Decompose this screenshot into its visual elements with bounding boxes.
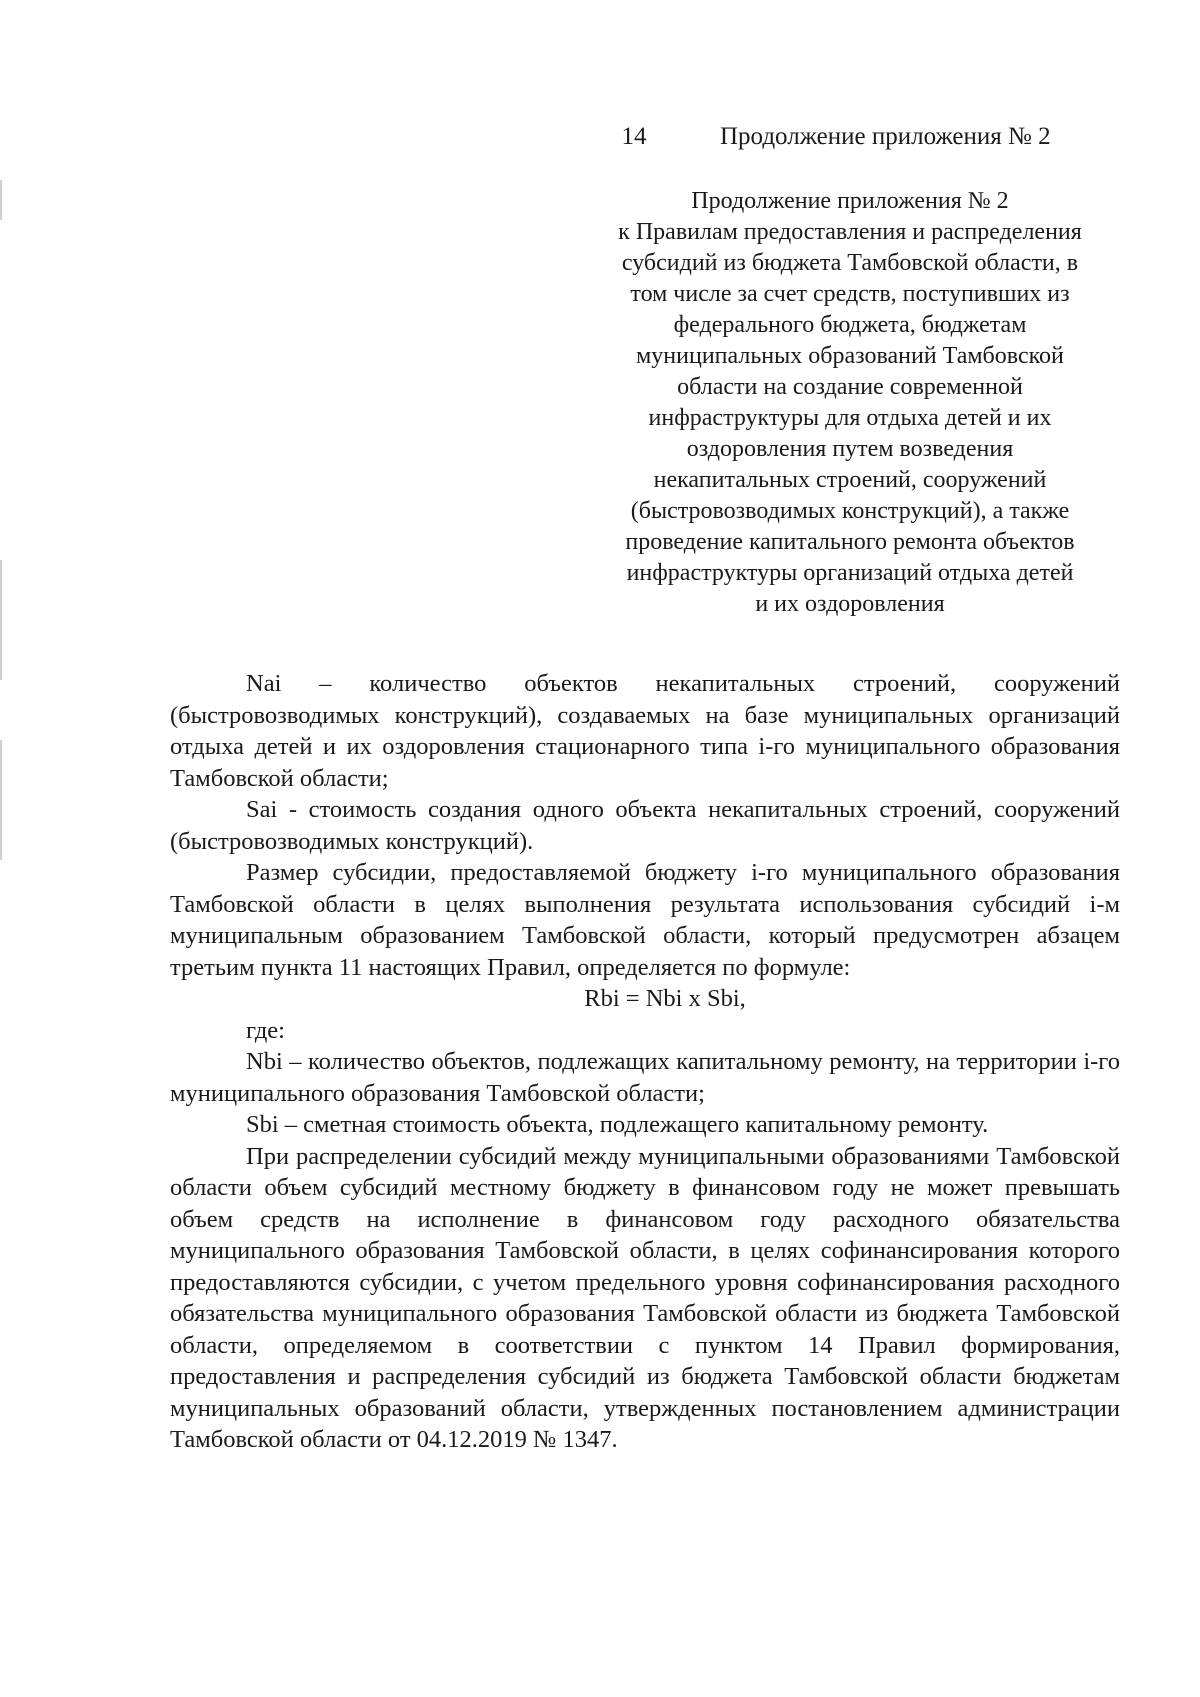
- appendix-heading-line: и их оздоровления: [755, 591, 945, 617]
- scan-margin-mark: [0, 560, 2, 680]
- paragraph-sbi-definition: Sbi – сметная стоимость объекта, подлежащего капитальному ремонту.: [246, 1111, 989, 1138]
- appendix-heading: [570, 186, 1130, 620]
- appendix-heading-line: Продолжение приложения № 2: [691, 188, 1009, 214]
- scan-margin-mark: [0, 740, 2, 860]
- appendix-heading-line: (быстровозводимых конструкций), а также: [630, 498, 1070, 524]
- paragraph-distribution: При распределении субсидий между муниципальными образованиями Тамбовской области объем субсидий местному бюджету в финансовом году не может превышать объем средств на исполнение в финансовом году расходного обязательства муниципального образования Тамбовской области, в целях софинансирования которого предоставляются субсидии, с учетом предельного уровня софинансирования расходного обязательства муниципального образования Тамбовской области из бюджета Тамбовской области, определяемом в соответствии с пунктом 14 Правил формирования, предоставления и распределения субсидий из бюджета Тамбовской области бюджетам муниципальных образований области, утвержденных постановлением администрации Тамбовской области от 04.12.2019 № 1347.: [170, 1142, 1120, 1453]
- appendix-heading-line: федерального бюджета, бюджетам: [673, 312, 1027, 338]
- appendix-heading-line: области на создание современной: [677, 374, 1023, 400]
- appendix-heading-line: субсидий из бюджета Тамбовской области, в: [621, 250, 1079, 276]
- continuation-note: Продолжение приложения № 2: [720, 123, 1051, 150]
- body-text: [170, 668, 1120, 1456]
- paragraph-sai-definition: Sai - стоимость создания одного объекта некапитальных строений, сооружений (быстровозводимых конструкций).: [170, 796, 1120, 855]
- paragraph-nai-definition: Nai – количество объектов некапитальных строений, сооружений (быстровозводимых конструкций), создаваемых на базе муниципальных организаций отдыха детей и их оздоровления стационарного типа i-го муниципального образования Тамбовской области;: [170, 670, 1120, 792]
- appendix-heading-line: муниципальных образований Тамбовской: [636, 343, 1064, 369]
- appendix-heading-line: некапитальных строений, сооружений: [653, 467, 1047, 493]
- formula-rbi: Rbi = Nbi x Sbi,: [584, 985, 746, 1012]
- appendix-heading-line: том числе за счет средств, поступивших из: [630, 281, 1070, 307]
- appendix-heading-line: инфраструктуры организаций отдыха детей: [626, 560, 1074, 586]
- appendix-heading-line: оздоровления путем возведения: [686, 436, 1014, 462]
- paragraph-nbi-definition: Nbi – количество объектов, подлежащих капитальному ремонту, на территории i-го муниципального образования Тамбовской области;: [170, 1048, 1120, 1107]
- appendix-heading-line: проведение капитального ремонта объектов: [625, 529, 1075, 555]
- scan-margin-mark: [0, 180, 2, 220]
- paragraph-subsidy-size: Размер субсидии, предоставляемой бюджету i-го муниципального образования Тамбовской области в целях выполнения результата использования субсидий i-м муниципальным образованием Тамбовской области, который предусмотрен абзацем третьим пункта 11 настоящих Правил, определяется по формуле:: [170, 859, 1120, 981]
- where-label: где:: [246, 1016, 285, 1044]
- page-number: 14: [621, 123, 647, 150]
- appendix-heading-line: к Правилам предоставления и распределения: [618, 219, 1082, 245]
- appendix-heading-line: инфраструктуры для отдыха детей и их: [648, 405, 1052, 431]
